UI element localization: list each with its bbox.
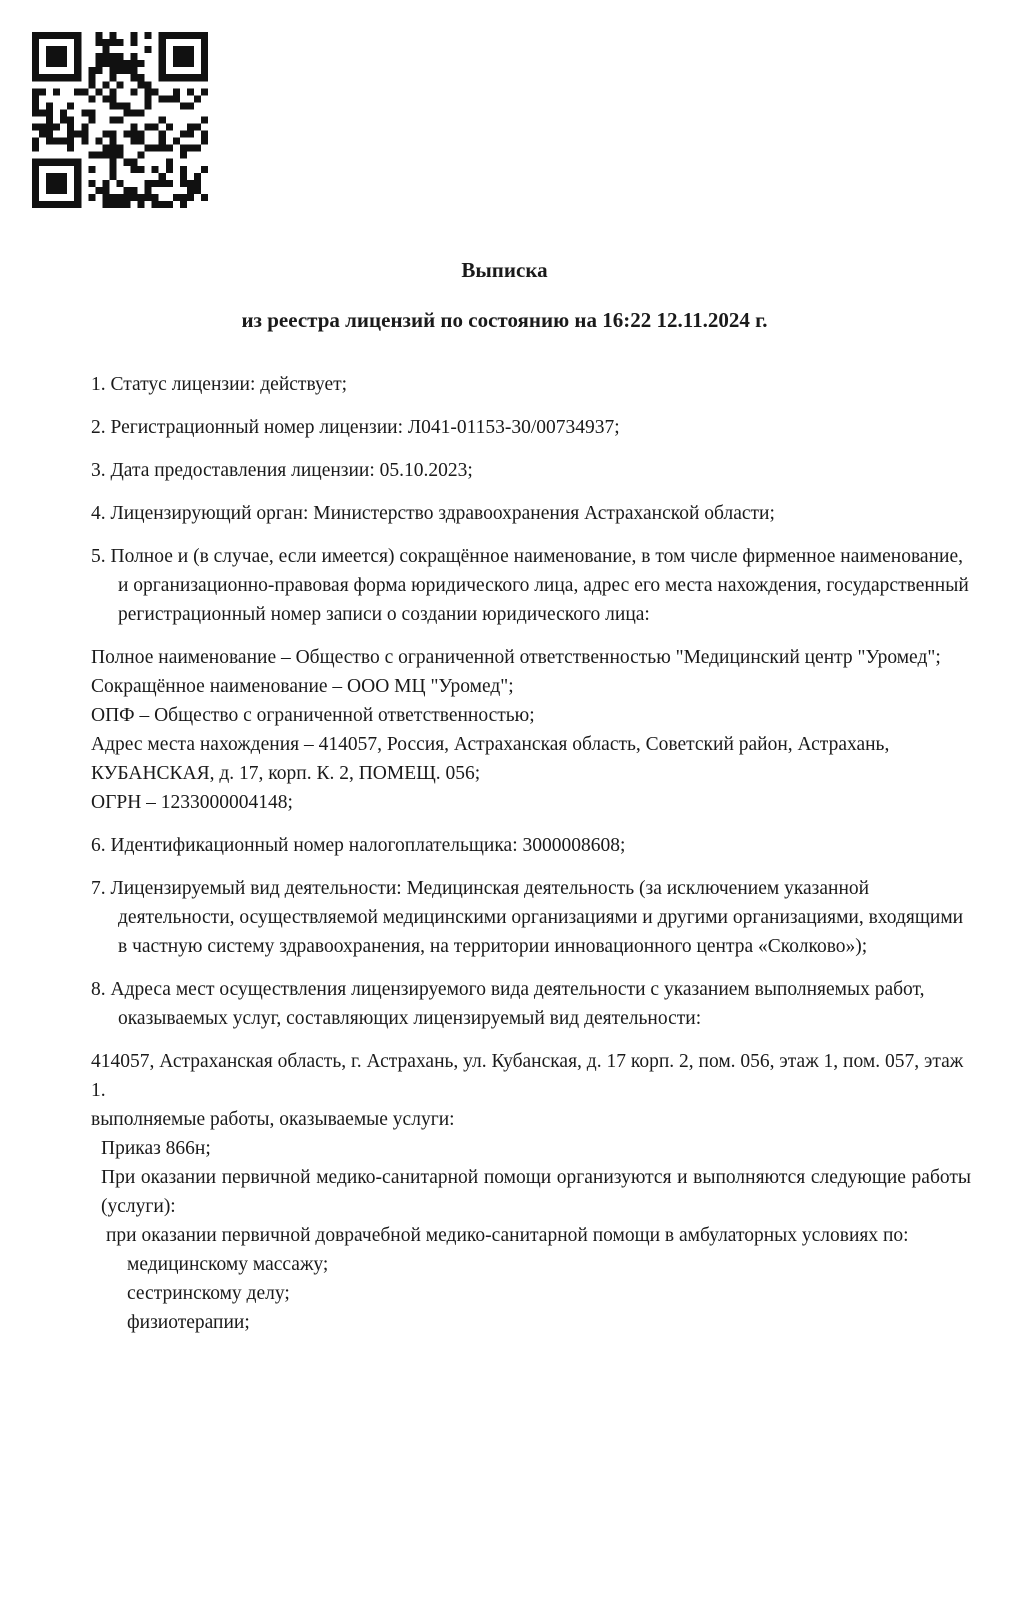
license-status: 1. Статус лицензии: действует;	[91, 374, 348, 395]
document-body	[91, 370, 971, 1337]
activity-addresses-heading: 8. Адреса мест осуществления лицензируемого вида деятельности с указанием выполняемых работ, оказываемых услуг, составляющих лицензируемый вид деятельности:	[91, 979, 925, 1029]
primary-care-text: При оказании первичной медико-санитарной помощи организуются и выполняются следующие работы (услуги):	[101, 1167, 971, 1217]
licensed-activity: 7. Лицензируемый вид деятельности: Медицинская деятельность (за исключением указанной деятельности, осуществляемой медицинскими организациями и другими организациями, входящими в частную систему здравоохранения, на территории инновационного центра «Сколково»);	[91, 878, 964, 957]
license-number: 2. Регистрационный номер лицензии: Л041-01153-30/00734937;	[91, 417, 620, 438]
service-item: физиотерапии;	[127, 1312, 250, 1333]
org-short-name: Сокращённое наименование – ООО МЦ "Уромед";	[91, 676, 514, 697]
org-address: Адрес места нахождения – 414057, Россия, Астраханская область, Советский район, Астрахань, КУБАНСКАЯ, д. 17, корп. К. 2, ПОМЕЩ. 056;	[91, 734, 890, 784]
qr-code	[32, 32, 208, 208]
pre-doctor-care-text: при оказании первичной доврачебной медико-санитарной помощи в амбулаторных условиях по:	[106, 1225, 909, 1246]
service-item: сестринскому делу;	[127, 1283, 290, 1304]
legal-entity-details	[91, 643, 971, 817]
document-title: Выписка	[461, 258, 548, 282]
taxpayer-id: 6. Идентификационный номер налогоплательщика: 3000008608;	[91, 835, 626, 856]
license-date: 3. Дата предоставления лицензии: 05.10.2023;	[91, 460, 473, 481]
legal-entity-heading: 5. Полное и (в случае, если имеется) сокращённое наименование, в том числе фирменное наименование, и организационно-правовая форма юридического лица, адрес его места нахождения, государственный регистрационный номер записи о создании юридического лица:	[91, 546, 969, 625]
activity-address: 414057, Астраханская область, г. Астрахань, ул. Кубанская, д. 17 корп. 2, пом. 056, этаж 1, пом. 057, этаж 1.	[91, 1051, 964, 1101]
service-item: медицинскому массажу;	[127, 1254, 329, 1275]
org-full-name: Полное наименование – Общество с ограниченной ответственностью "Медицинский центр "Уромед";	[91, 647, 941, 668]
works-label: выполняемые работы, оказываемые услуги:	[91, 1109, 455, 1130]
document-subtitle: из реестра лицензий по состоянию на 16:22 12.11.2024 г.	[241, 308, 768, 332]
org-opf: ОПФ – Общество с ограниченной ответственностью;	[91, 705, 535, 726]
order-reference: Приказ 866н;	[101, 1138, 211, 1159]
activity-details	[91, 1047, 971, 1337]
licensing-authority: 4. Лицензирующий орган: Министерство здравоохранения Астраханской области;	[91, 503, 775, 524]
org-ogrn: ОГРН – 1233000004148;	[91, 792, 293, 813]
